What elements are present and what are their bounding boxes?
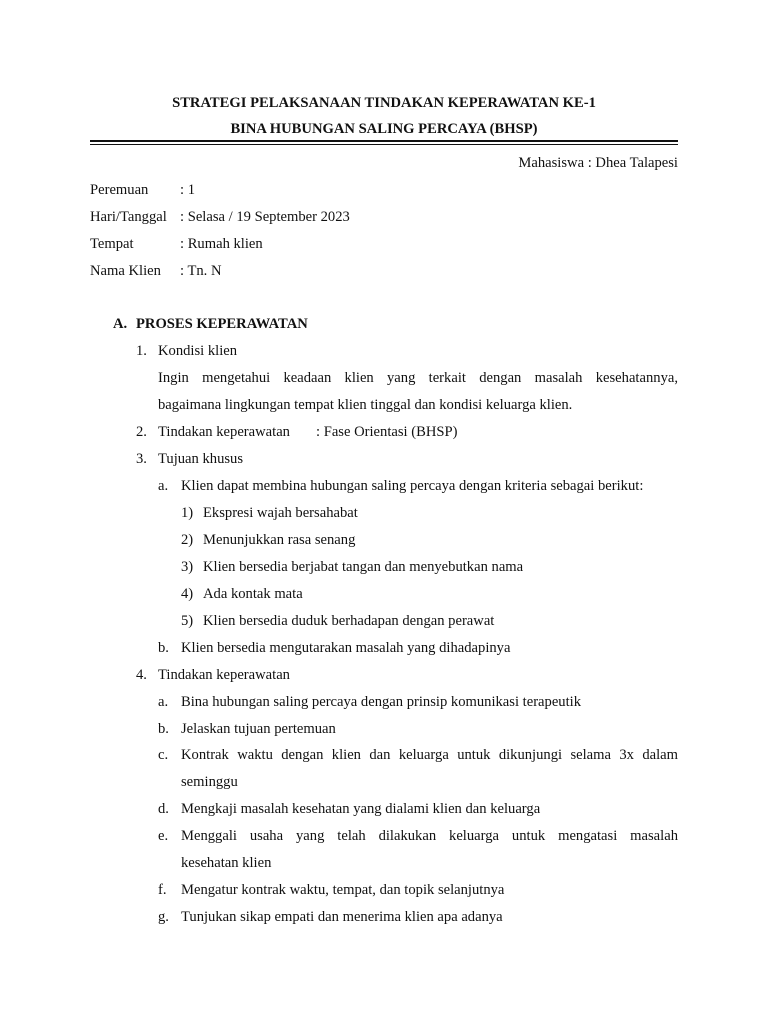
meta-row-date (90, 208, 350, 226)
list-item: Ekspresi wajah bersahabat (203, 505, 358, 521)
meta-row-meeting (90, 181, 195, 199)
paragraph-line: bagaimana lingkungan tempat klien tinggal dan kondisi keluarga klien. (158, 397, 573, 413)
meta-key: Hari/Tanggal (90, 209, 167, 225)
section-marker: A. (113, 316, 128, 332)
list-item-continuation: seminggu (181, 774, 238, 790)
list-marker: 5) (181, 613, 194, 629)
list-item: Menunjukkan rasa senang (203, 532, 356, 548)
document-subtitle: BINA HUBUNGAN SALING PERCAYA (BHSP) (230, 121, 538, 137)
list-marker: 1) (181, 505, 194, 521)
list-item: Jelaskan tujuan pertemuan (181, 721, 336, 737)
section-title: PROSES KEPERAWATAN (136, 316, 308, 332)
meta-key: Peremuan (90, 182, 149, 198)
student-name: Mahasiswa : Dhea Talapesi (518, 155, 678, 171)
list-marker: 3) (181, 559, 194, 575)
list-marker: g. (158, 909, 169, 925)
item-title: Tujuan khusus (158, 451, 244, 467)
meta-value: : Selasa / 19 September 2023 (180, 209, 350, 225)
item-title: Tindakan keperawatan (158, 667, 290, 683)
list-item: Klien bersedia mengutarakan masalah yang dihadapinya (181, 640, 511, 656)
list-item: Bina hubungan saling percaya dengan prinsip komunikasi terapeutik (181, 694, 582, 710)
meta-row-client (90, 262, 222, 280)
list-item: Klien bersedia berjabat tangan dan menyebutkan nama (203, 559, 524, 575)
list-item: Klien dapat membina hubungan saling percaya dengan kriteria sebagai berikut: (181, 478, 644, 494)
list-item: Klien bersedia duduk berhadapan dengan perawat (203, 613, 495, 629)
item-title: Kondisi klien (158, 343, 238, 359)
list-marker: 3. (136, 451, 147, 467)
list-item: Menggali usaha yang telah dilakukan keluarga untuk mengatasi masalah (181, 828, 678, 844)
list-item: Kontrak waktu dengan klien dan keluarga untuk dikunjungi selama 3x dalam (181, 747, 678, 763)
meta-value: : Tn. N (180, 263, 222, 279)
list-marker: e. (158, 828, 169, 844)
list-marker: b. (158, 721, 169, 737)
document-title: STRATEGI PELAKSANAAN TINDAKAN KEPERAWATAN KE-1 (172, 95, 596, 111)
list-marker: a. (158, 694, 169, 710)
list-marker: 2) (181, 532, 194, 548)
list-item: Mengkaji masalah kesehatan yang dialami klien dan keluarga (181, 801, 541, 817)
list-marker: 1. (136, 343, 147, 359)
meta-key: Nama Klien (90, 263, 161, 279)
title-rule-thick (90, 140, 678, 142)
paragraph-line: Ingin mengetahui keadaan klien yang terkait dengan masalah kesehatannya, (158, 370, 678, 386)
list-marker: f. (158, 882, 167, 898)
list-marker: c. (158, 747, 169, 763)
item-title: Tindakan keperawatan (158, 424, 290, 440)
title-rule-thin (90, 144, 678, 145)
list-item: Mengatur kontrak waktu, tempat, dan topik selanjutnya (181, 882, 505, 898)
list-item-continuation: kesehatan klien (181, 855, 272, 871)
list-marker: 4) (181, 586, 194, 602)
item-value: : Fase Orientasi (BHSP) (316, 424, 458, 440)
meta-value: : 1 (180, 182, 195, 198)
list-item: Tunjukan sikap empati dan menerima klien apa adanya (181, 909, 503, 925)
meta-value: : Rumah klien (180, 236, 263, 252)
list-marker: 4. (136, 667, 147, 683)
list-marker: d. (158, 801, 169, 817)
list-marker: b. (158, 640, 169, 656)
meta-key: Tempat (90, 236, 134, 252)
meta-row-place (90, 235, 263, 253)
list-marker: 2. (136, 424, 147, 440)
list-item: Ada kontak mata (203, 586, 303, 602)
list-marker: a. (158, 478, 169, 494)
